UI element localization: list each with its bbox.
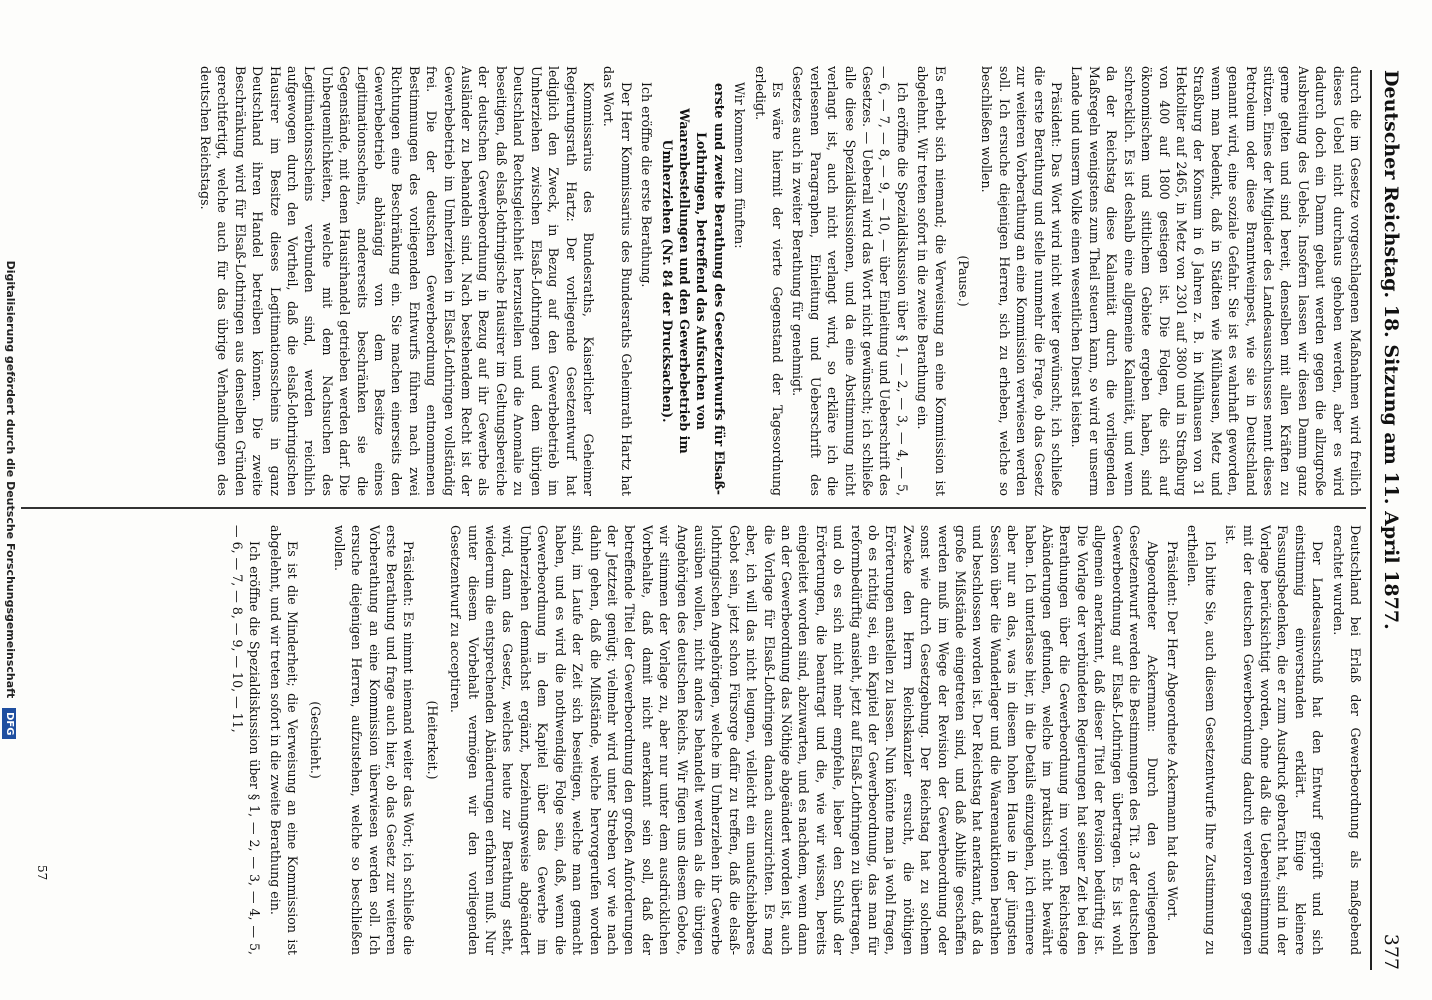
- page-header: [1370, 70, 1408, 970]
- paragraph: Es ist die Minderheit; die Verweisung an eine Kommission ist abgelehnt, und wir treten sofort in die zweite Berathung ein.: [267, 525, 301, 955]
- paragraph: Ich eröffne die erste Berathung.: [639, 82, 655, 288]
- paragraph: Ich eröffne die Spezialdiskussion über § 1, — 2, — 3, — 4, — 5, — 6, — 7, — 8, — 9, — 10, — über Einleitung und Ueberschrift des Gesetzes. — Ueberall wird das Wort nicht gewünscht; ich schließe alle diese Spezialdiskussionen, und da eine Abstimmung nicht verlangt ist, auch nicht verlangt wird, so erkläre ich die verlesenen Paragraphen, Einleitung und Ueberschrift des Gesetzes auch in zweiter Berathung für genehmigt.: [790, 66, 910, 496]
- signature-mark: 57: [35, 865, 50, 881]
- paragraph: Es wäre hiermit der vierte Gegenstand der Tagesordnung erledigt.: [752, 66, 785, 496]
- paragraph: Präsident: Es nimmt niemand weiter das Wort; ich schließe die erste Berathung und frage auch hier, ob das Gesetz zur weiteren Vorberathung an eine Kommission überwiesen werden soll. Ich ersuche diejenigen Herren, aufzustehen, welche so beschließen wollen.: [331, 525, 417, 955]
- paragraph: Präsident: Das Wort wird nicht weiter gewünscht; ich schließe die erste Berathung und stelle nunmehr die Frage, ob das Gesetz zur weiteren Vorberathung an eine Kommission verwiesen werden soll. Ich ersuche diejenigen Herren, sich zu erheben, welche so beschließen wollen.: [979, 66, 1065, 496]
- digitization-footer: [0, 0, 21, 1000]
- paragraph: Ich bitte Sie, auch diesem Gesetzentwurfe Ihre Zustimmung zu ertheilen.: [1185, 525, 1218, 955]
- dfg-logo: DFG: [2, 708, 16, 739]
- stage-direction: (Pause.): [956, 255, 972, 307]
- paragraph: Präsident: Der Herr Abgeordnete Ackermann hat das Wort.: [1164, 541, 1180, 922]
- paragraph: Deutschland bei Erlaß der Gewerbeordnung als maßgebend erachtet wurden.: [1330, 525, 1363, 955]
- agenda-item-title: erste und zweite Berathung des Gesetzentwurfs für Elsaß-Lothringen, betreffend das Aufsuchen von Waarenbestellungen und den Gewerbebetrieb im Umherziehen (Nr. 84 der Drucksachen).: [659, 82, 727, 496]
- paragraph: Wir kommen zum fünften:: [732, 82, 748, 249]
- paragraph: Kommissarius des Bundesraths, Kaiserlicher Geheimer Regierungsrath Hartz: Der vorliegende Gesetzentwurf hat lediglich den Zweck, in Bezug auf den Gewerbebetrieb im Umherziehen zwischen Elsaß-Lothringen und dem übrigen Deutschland Rechtsgleichheit herzustellen und die Anomalie zu beseitigen, daß elsaß-lothringische Hausirer im Geltungsbereiche der deutschen Gewerbeordnung in Bezug auf ihr Gewerbe als Ausländer zu behandeln sind. Nach bestehendem Recht ist der Gewerbebetrieb im Umherziehen in Elsaß-Lothringen vollständig frei. Die der deutschen Gewerbeordnung entnommenen Bestimmungen des vorliegenden Entwurfs führen nach zwei Richtungen eine Beschränkung ein. Sie machen einerseits den Gewerbebetrieb abhängig von dem Besitze eines Legitimationsscheins, andererseits beschränken sie die Gegenstände, mit denen Hausirhandel getrieben werden darf. Die Unbequemlichkeiten, welche mit dem Nachsuchen des Legitimationsscheins verbunden sind, werden reichlich aufgewogen durch den Vortheil, daß die elsaß-lothringischen Hausirer im Besitze dieses Legitimationsscheins in ganz Deutschland ihren Handel betreiben können. Die zweite Beschränkung wird für Elsaß-Lothringen aus denselben Gründen gerechtfertigt, welche auch für das übrige Verhandlungen des deutschen Reichstags.: [198, 66, 596, 496]
- left-column: [29, 66, 1364, 496]
- stage-direction: (Heiterkeit.): [424, 700, 440, 780]
- paragraph: Abgeordneter Ackermann: Durch den vorliegenden Gesetzentwurf werden die Bestimmungen des Tit. 3 der deutschen Gewerbeordnung auf Elsaß-Lothringen übertragen. Es ist wohl allgemein anerkannt, daß dieser Titel der Revision bedürftig ist. Die Vorlage der verbündeten Regierungen hat seiner Zeit bei den Berathungen über die Gewerbeordnung im vorigen Reichstage Abänderungen gefunden, welche im praktisch nicht bewährt haben. Ich unterlasse hier, in die Details einzugehen, ich erinnere aber nur an das, was in diesem hohen Hause in der jüngsten Session über die Wanderlager und die Waarenauktionen berathen und beschlossen worden ist. Der Reichstag hat anerkannt, daß da große Mißstände eingetreten sind, und daß Abhilfe geschaffen werden muß im Wege der Revision der Gewerbeordnung oder sonst wie durch Gesetzgebung. Der Reichstag hat zu solchem Zwecke den Herrn Reichskanzler ersucht, die nöthigen Erörterungen anstellen zu lassen. Nun könnte man ja wohl fragen, ob es richtig sei, ein Kapitel der Gewerbeordnung, das man für reformbedürftig ansieht, jetzt auf Elsaß-Lothringen zu übertragen, und ob es sich nicht mehr empfehle, lieber den Schluß der Erörterungen, die beantragt und die, wie wir wissen, bereits eingeleitet worden sind, abzuwarten, und es nachdem, wenn dann an der Gewerbeordnung das Nöthige abgeändert worden ist, auch die Vorlage für Elsaß-Lothringen danach auszurichten. Es mag aber, ich will das nicht leugnen, vielleicht ein unaufschiebbares Gebot sein, jetzt schon Fürsorge dafür zu treffen, daß die elsaß-lothringischen Angehörigen, welche im Umherziehen ihr Gewerbe ausüben wollen, nicht anders behandelt werden als die übrigen Angehörigen des deutschen Reichs. Wir fügen uns diesem Gebote, wir stimmen der Vorlage zu, aber nur unter dem ausdrücklichen Vorbehalte, daß damit nicht anerkannt sein soll, daß der betreffende Titel der Gewerbeordnung den großen Anforderungen der Jetztzeit genügt; vielmehr wird unter Streben vor wie nach dahin gehen, daß die Mißstände, welche hervorgerufen worden sind, im Laufe der Zeit sich beseitigen, welche man gemacht haben, und es wird die nothwendige Folge sein, daß, wenn die Gewerbeordnung in dem Kapitel über das Gewerbe im Umherziehen demnächst ergänzt, beziehungsweise abgeändert wird, dann das Gesetz, welches heute zur Berathung steht, wiederum die entsprechenden Abänderungen erfahren muß. Nur unter diesem Vorbehalt vermögen wir den vorliegenden Gesetzentwurf zu acceptiren.: [448, 525, 1160, 955]
- footer-text: Digitalisierung gefördert durch die Deutsche Forschungsgemeinschaft: [4, 260, 17, 699]
- page-number: 377: [1380, 933, 1402, 970]
- paragraph: Ich eröffne die Spezialdiskussion über § 1, — 2, — 3, — 4, — 5, — 6, — 7, — 8, — 9, — 10, — 11,: [229, 525, 263, 955]
- paragraph: Es erhebt sich niemand; die Verweisung an eine Kommission ist abgelehnt. Wir treten sofort in die zweite Berathung ein.: [915, 66, 948, 496]
- header-title: Deutscher Reichstag. 18. Sitzung am 11. April 1877.: [1380, 70, 1402, 630]
- column-divider: [21, 507, 1366, 509]
- paragraph: durch die im Gesetze vorgeschlagenen Maßnahmen wird freilich dieses Uebel nicht durchaus gehoben werden, aber es wird dadurch doch ein Damm gebaut werden gegen die allzugroße Ausbreitung des Uebels. Insofern lassen wir diesen Damm ganz gerne gelten und sind bereit, denselben mit allen Kräften zu stützen. Eines der Mitglieder des Landesausschusses nennt dieses Petroleum oder diese Branntweinpest, wie sie in Deutschland genannt wird, eine soziale Gefahr. Sie ist es wahrhaft geworden, wenn man bedenkt, daß in Städten wie Mülhausen, Metz und Straßburg der Konsum in 6 Jahren z. B. in Mülhausen von 31 Hektoliter auf 2465, in Metz von 2301 auf 3800 und in Straßburg von 400 auf 1800 gestiegen ist. Die Folgen, die sich auf ökonomischem und sittlichem Gebiete ergeben haben, sind schrecklich. Es ist deshalb eine allgemeine Kalamität, und wenn da der Reichstag diese Kalamität durch die vorliegenden Maßregeln wenigstens zum Theil steuern kann, so wird er unserm Lande und unserm Volke einen wesentlichen Dienst leisten.: [1069, 66, 1363, 496]
- stage-direction: (Geschieht.): [308, 701, 324, 779]
- paragraph: Der Landesausschuß hat den Entwurf geprüft und sich einstimmig einverstanden erklärt. Einige kleinere Fassungsbedenken, die er zum Ausdruck gebracht hat, sind in der Vorlage berücksichtigt worden, ohne daß die Uebereinstimmung mit der deutschen Gewerbeordnung dadurch verloren gegangen ist.: [1223, 525, 1326, 955]
- paragraph: Der Herr Kommissarius des Bundesraths Geheimrath Hartz hat das Wort.: [601, 66, 634, 496]
- right-column: [29, 525, 1364, 955]
